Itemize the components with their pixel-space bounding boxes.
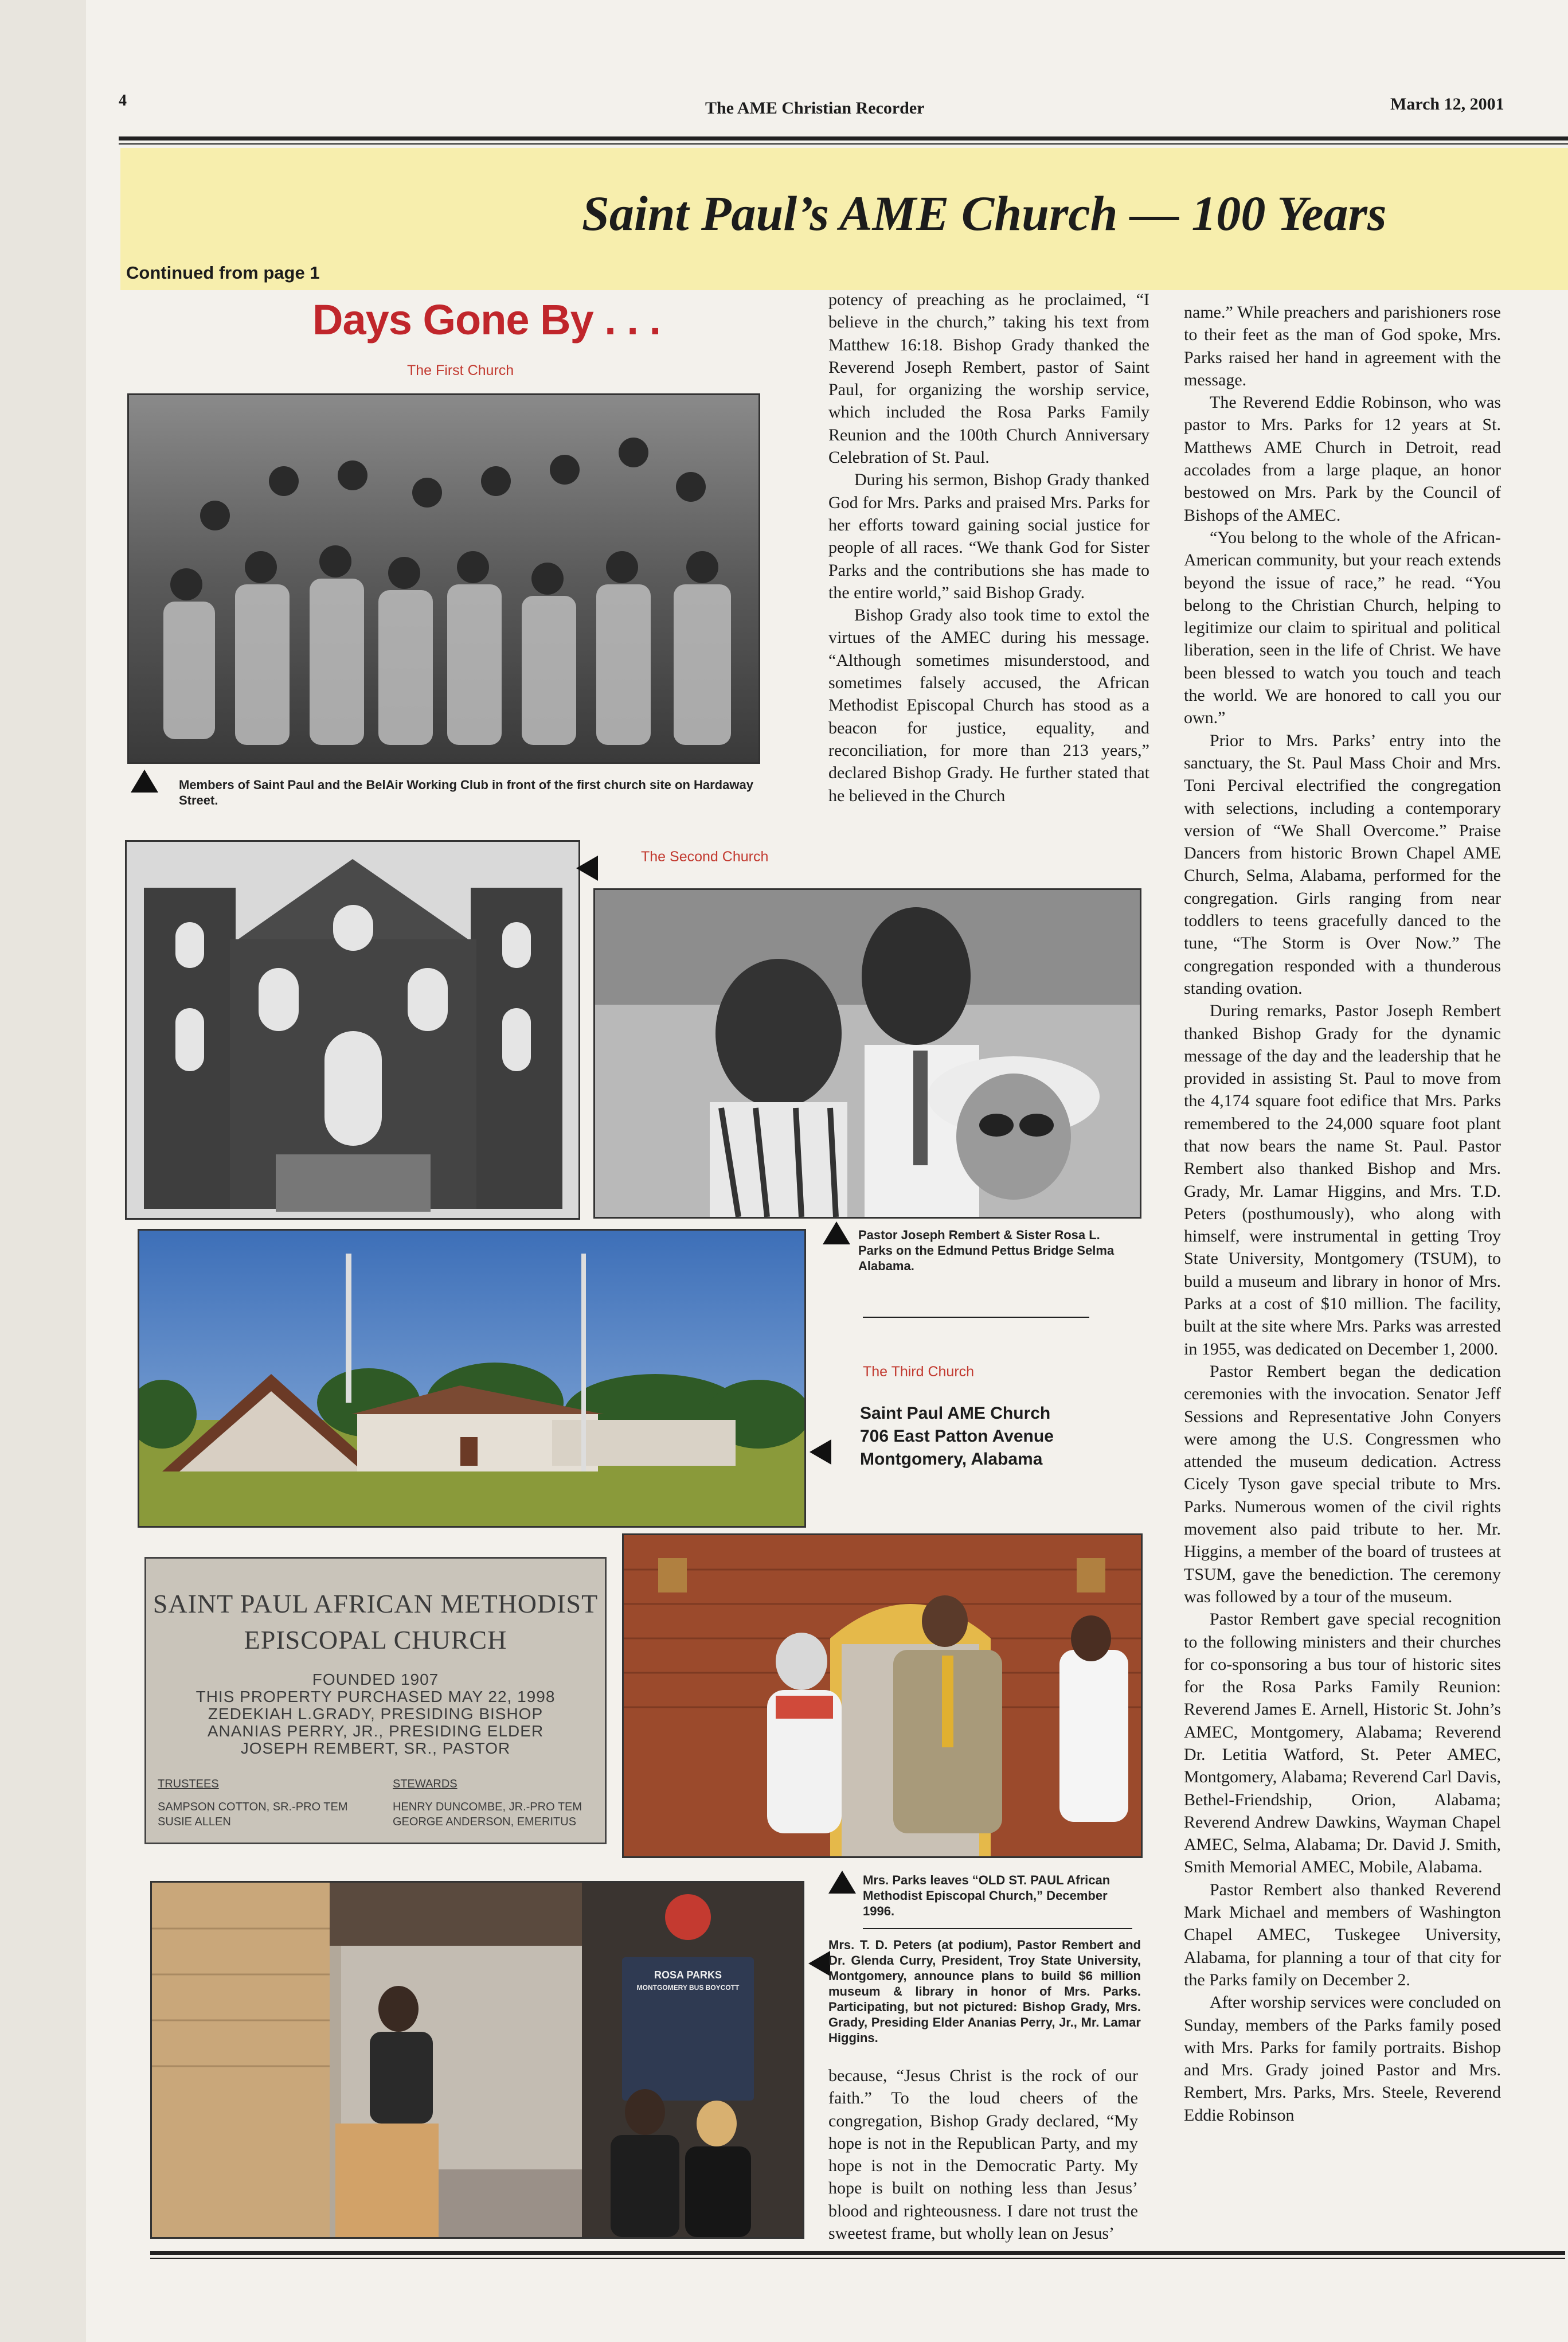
trustee-name: SUSIE ALLEN	[158, 1816, 231, 1828]
section-title: Days Gone By . . .	[312, 296, 661, 344]
footer-rule-thick	[150, 2251, 1565, 2255]
plaque-line: JOSEPH REMBERT, SR., PASTOR	[240, 1739, 511, 1757]
article-paragraph: During his sermon, Bishop Grady thanked God for Mrs. Parks and praised Mrs. Parks for her efforts toward gaining social justice for people of all races. “We thank God for Sister Parks and the contributions she has made to the entire world,” said Bishop Grady.	[828, 470, 1149, 602]
address-line: Saint Paul AME Church	[860, 1404, 1051, 1423]
caption-pointer-icon	[823, 1221, 850, 1244]
first-church-photo	[127, 393, 760, 764]
caption-divider	[863, 1928, 1132, 1929]
first-church-caption: Members of Saint Paul and the BelAir Working Club in front of the first church site on Hardaway Street.	[179, 778, 753, 807]
plaque-line: ANANIAS PERRY, JR., PRESIDING ELDER	[207, 1722, 544, 1740]
second-church-photo	[125, 840, 580, 1220]
article-column-middle-bottom	[828, 2064, 1138, 2245]
headline: Saint Paul’s AME Church — 100 Years	[582, 186, 1387, 241]
address-line: Montgomery, Alabama	[860, 1450, 1043, 1469]
third-church-address	[860, 1402, 1054, 1471]
third-church-photo	[138, 1229, 806, 1528]
article-column-middle-top	[828, 288, 1149, 807]
parks-leaves-caption: Mrs. Parks leaves “OLD ST. PAUL African Methodist Episcopal Church,” December 1996.	[863, 1873, 1110, 1918]
trustees-label: TRUSTEES	[158, 1778, 219, 1790]
newspaper-name: The AME Christian Recorder	[705, 99, 925, 118]
article-paragraph: because, “Jesus Christ is the rock of our faith.” To the loud cheers of the congregation, Bishop Grady declared, “My hope is not in the Republican Party, and my hope is not in the Democratic Party. My hope is built on nothing less than Jesus’ blood and righteousness. I dare not trust the sweetest frame, but wholly lean on Jesus’	[828, 2066, 1138, 2243]
caption-divider	[863, 1317, 1089, 1318]
issue-date: March 12, 2001	[1390, 95, 1504, 114]
article-paragraph: Bishop Grady also took time to extol the virtues of the AMEC during his message. “Although sometimes misunderstood, and sometimes falsely accused, the African Methodist Episcopal Church has stood as a beacon for justice, equality, and reconciliation, for more than 213 years,” declared Bishop Grady. He further stated that he believed in the Church	[828, 606, 1149, 805]
parks-leaves-photo	[622, 1533, 1143, 1858]
plaque-line: THIS PROPERTY PURCHASED MAY 22, 1998	[195, 1688, 556, 1705]
plaque-line: ZEDEKIAH L.GRADY, PRESIDING BISHOP	[208, 1705, 543, 1723]
marker-subtitle: MONTGOMERY BUS BOYCOTT	[636, 1984, 740, 1992]
article-paragraph: “You belong to the whole of the African-American community, but your reach extends beyond the issue of race,” he read. “You belong to the Christian Church, helping to legitimize our claim to spiritual and political liberation, seen in the life of Christ. We have been blessed to watch you touch and teach the world. We are honored to call you our own.”	[1184, 528, 1501, 728]
plaque-line: EPISCOPAL CHURCH	[244, 1625, 507, 1654]
historic-marker-sign	[622, 1969, 754, 1994]
rembert-parks-photo	[593, 888, 1141, 1219]
caption-pointer-icon	[131, 770, 158, 793]
article-paragraph: Pastor Rembert began the dedication ceremonies with the invocation. Senator Jeff Sessions and Representative John Conyers were among the U.S. Congressmen who attended the museum dedication. Actress Cicely Tyson gave special tribute to Mrs. Parks. Numerous women of the civil rights movement also paid tribute to her. Mr. Higgins, a member of the board of trustees at TSUM, gave the benediction. The ceremony was followed by a tour of the museum.	[1184, 1361, 1501, 1606]
header-rule-thick	[119, 136, 1568, 140]
article-paragraph: Pastor Rembert also thanked Reverend Mark Michael and members of Washington Chapel AMEC, Tuskegee University, Alabama, for planning a tour of that city for the Parks family on December 2.	[1184, 1880, 1501, 1989]
steward-name: HENRY DUNCOMBE, JR.-PRO TEM	[393, 1801, 582, 1813]
address-line: 706 East Patton Avenue	[860, 1427, 1054, 1446]
plaque-line: FOUNDED 1907	[312, 1670, 439, 1688]
stewards-label: STEWARDS	[393, 1778, 458, 1790]
first-church-label: The First Church	[407, 362, 514, 378]
caption-pointer-icon	[808, 1951, 830, 1976]
article-paragraph: During remarks, Pastor Joseph Rembert thanked Bishop Grady for the dynamic message of the day and the leadership that he provided in assisting St. Paul to move from the 4,174 square foot edifice that Mrs. Parks remembered to the 24,000 square foot plant that now bears the name St. Paul. Pastor Rembert also thanked Bishop and Mrs. Grady, Mr. Lamar Higgins, and Mrs. T.D. Peters (posthumously), who along with himself, were instrumental in getting Troy State University, Montgomery (TSUM), to build a museum and library in honor of Mrs. Parks at a cost of $10 million. The facility, built at the site where Mrs. Parks was arrested in 1955, was dedicated on December 1, 2000.	[1184, 1001, 1501, 1359]
caption-pointer-icon	[810, 1439, 831, 1465]
museum-announcement-photo	[150, 1881, 804, 2239]
steward-name: GEORGE ANDERSON, EMERITUS	[393, 1816, 577, 1828]
caption-pointer-icon	[828, 1871, 856, 1894]
article-paragraph: Pastor Rembert gave special recognition to the following ministers and their churches for co-sponsoring a bus tour of historic sites for the Rosa Parks Family Reunion: Reverend James E. Arnell, Historic St. John’s AMEC, Montgomery, Alabama; Reverend Dr. Letitia Watford, St. Peter AMEC, Montgomery, Alabama; Reverend Carl Davis, Bethel-Friendship, Orion, Alabama; Reverend Andrew Dawkins, Wayman Chapel AMEC, Selma, Alabama; Dr. David J. Smith, Smith Memorial AMEC, Mobile, Alabama.	[1184, 1610, 1501, 1877]
page-number: 4	[119, 92, 127, 110]
footer-rule-thin	[150, 2258, 1565, 2259]
article-column-right	[1184, 301, 1501, 2126]
trustee-name: SAMPSON COTTON, SR.-PRO TEM	[158, 1801, 348, 1813]
article-paragraph: The Reverend Eddie Robinson, who was pastor to Mrs. Parks for 12 years at St. Matthews AME Church in Detroit, read accolades from a large plaque, an honor bestowed on Mrs. Park by the Council of Bishops of the AMEC.	[1184, 393, 1501, 525]
museum-announcement-caption: Mrs. T. D. Peters (at podium), Pastor Rembert and Dr. Glenda Curry, President, Troy State University, Montgomery, announce plans to build $6 million museum & library in honor of Mrs. Parks. Participating, but not pictured: Bishop Grady, Mrs. Grady, Presiding Elder Ananias Perry, Jr., Mr. Lamar Higgins.	[828, 1938, 1141, 2045]
caption-pointer-icon	[576, 856, 598, 881]
rembert-parks-caption: Pastor Joseph Rembert & Sister Rosa L. Parks on the Edmund Pettus Bridge Selma Alabama.	[858, 1228, 1115, 1273]
cornerstone-plaque	[144, 1557, 607, 1844]
second-church-label: The Second Church	[641, 849, 769, 865]
plaque-line: SAINT PAUL AFRICAN METHODIST	[153, 1589, 599, 1618]
continued-note: Continued from page 1	[126, 263, 320, 283]
article-paragraph: potency of preaching as he proclaimed, “I believe in the church,” taking his text from Matthew 16:18. Bishop Grady thanked the Reverend Joseph Rembert, pastor of Saint Paul, for organizing the worship service, which included the Rosa Parks Family Reunion and the 100th Church Anniversary Celebration of St. Paul.	[828, 290, 1149, 467]
article-paragraph: After worship services were concluded on Sunday, members of the Parks family posed with Mrs. Parks for family portraits. Bishop and Mrs. Grady joined Pastor and Mrs. Rembert, Mrs. Parks, Mrs. Steele, Reverend Eddie Robinson	[1184, 1993, 1501, 2125]
header-rule-thin	[119, 143, 1568, 145]
article-paragraph: Prior to Mrs. Parks’ entry into the sanctuary, the St. Paul Mass Choir and Mrs. Toni Percival electrified the congregation with selections, including a contemporary version of “We Shall Overcome.” Praise Dancers from historic Brown Chapel AME Church, Selma, Alabama, performed for the congregation. Girls ranging from near toddlers to teens gracefully danced to the tune, “The Storm is Over Now.” The congregation responded with a thunderous standing ovation.	[1184, 731, 1501, 998]
article-paragraph: name.” While preachers and parishioners rose to their feet as the man of God spoke, Mrs. Parks raised her hand in agreement with the message.	[1184, 303, 1501, 389]
marker-title: ROSA PARKS	[654, 1969, 722, 1981]
third-church-label: The Third Church	[863, 1364, 975, 1380]
